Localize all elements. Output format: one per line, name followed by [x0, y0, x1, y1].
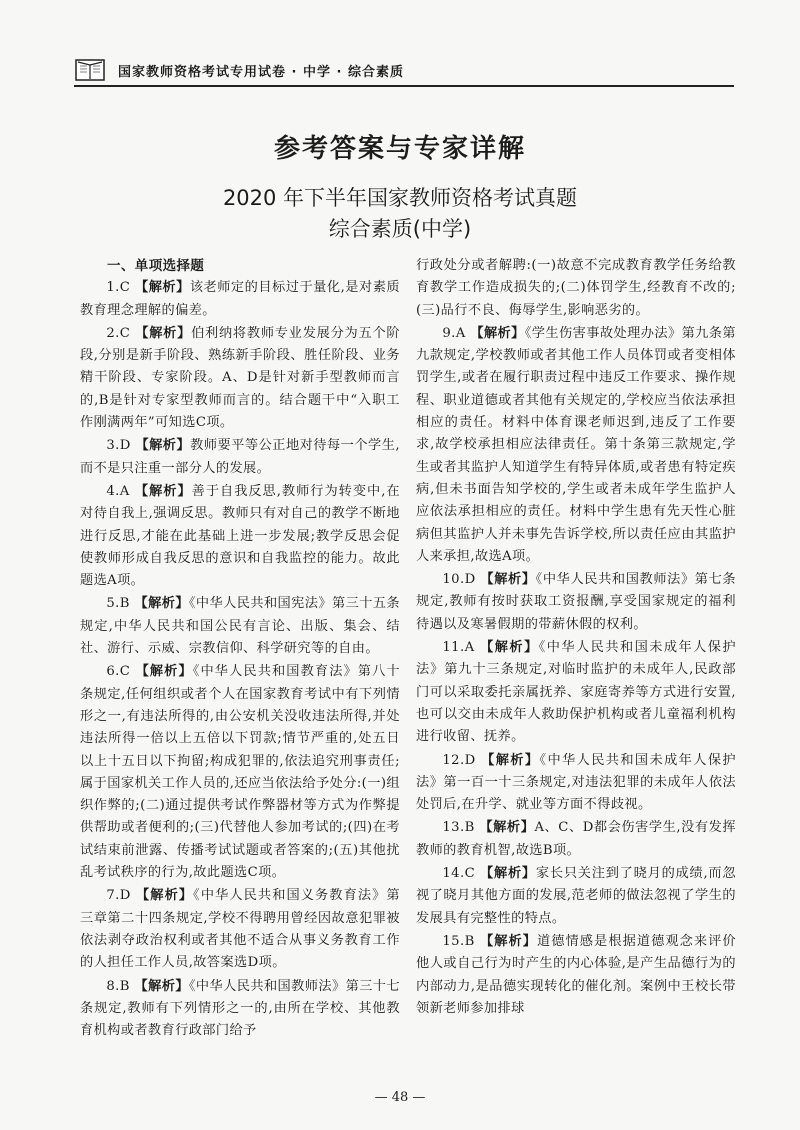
answer-number: 9.A: [442, 325, 466, 341]
answer-text: 教师要平等公正地对待每一个学生,而不是只注重一部分人的发展。: [80, 438, 400, 476]
analysis-tag: 【解析】: [481, 752, 540, 768]
answer-number: 4.A: [106, 483, 130, 499]
analysis-tag: 【解析】: [479, 933, 537, 949]
answer-number: 3.D: [106, 438, 131, 454]
section-title: 一、单项选择题: [107, 258, 205, 274]
answer-number: 5.B: [106, 596, 130, 612]
answer-item: [416, 931, 736, 1020]
answer-number: 14.C: [442, 866, 476, 882]
answer-item: [416, 637, 736, 748]
answer-item: [80, 435, 400, 480]
book-logo-icon: [74, 56, 108, 84]
answer-text: 该老师定的目标过于量化,是对素质教育理念理解的偏差。: [80, 280, 400, 318]
answer-text: 伯利纳将教师专业发展分为五个阶段,分别是新手阶段、熟练新手阶段、胜任阶段、业务精干阶段、专家阶段。A、D是针对新手型教师而言的,B是针对专家型教师而言的。结合题干中“入职工作刚满两年”可知选C项。: [80, 325, 401, 431]
analysis-tag: 【解析】: [135, 325, 192, 341]
answer-number: 10.D: [442, 572, 476, 588]
exam-title: 2020 年下半年国家教师资格考试真题: [222, 186, 578, 210]
analysis-tag: 【解析】: [480, 572, 536, 588]
answer-item: [416, 817, 736, 862]
right-column: [416, 255, 736, 1021]
answer-item: [416, 750, 736, 817]
answer-text: 《中华人民共和国未成年人保护法》第一百一十三条规定,对违法犯罪的未成年人依法处罚后,在升学、就业等方面不得歧视。: [416, 752, 737, 813]
answer-text: 《中华人民共和国教师法》第七条规定,教师有按时获取工资报酬,享受国家规定的福利待遇以及寒暑假期的带薪休假的权利。: [416, 572, 737, 632]
header-text: 国家教师资格考试专用试卷 · 中学 · 综合素质: [118, 64, 404, 80]
answer-item: [80, 323, 400, 434]
answer-number: 12.D: [442, 752, 476, 768]
answer-item: [80, 277, 400, 322]
answer-text: 善于自我反思,教师行为转变中,在对待自我上,强调反思。教师只有对自己的教学不断地进行反思,才能在此基础上进一步发展;教学反思会促使教师形成自我反思的意识和自我监控的能力。故此题选A项。: [80, 483, 400, 589]
answer-text: 《学生伤害事故处理办法》第九条第九款规定,学校教师或者其他工作人员体罚或者变相体罚学生,或者在履行职责过程中违反工作要求、操作规程、职业道德或者其他有关规定的,学校应当依法承担相应的责任。材料中体育课老师迟到,违反了工作要求,故学校承担相应法律责任。第十条第三款规定,学生或者其监护人知道学生有特异体质,或者患有特定疾病,但未书面告知学校的,学生或者未成年学生监护人应依法承担相应的责任。材料中学生患有先天性心脏病但其监护人并未事先告诉学校,所以责任应由其监护人来承担,故选A项。: [416, 325, 736, 564]
left-column: [80, 255, 400, 1043]
answer-number: 11.A: [442, 640, 475, 656]
answer-item: [80, 593, 400, 660]
answer-item: [416, 863, 736, 930]
page-number: — 48 —: [374, 1090, 426, 1105]
analysis-tag: 【解析】: [480, 640, 539, 656]
analysis-tag: 【解析】: [136, 888, 194, 904]
analysis-tag: 【解析】: [470, 325, 525, 341]
answer-item: [80, 481, 400, 592]
page-title: 参考答案与专家详解: [273, 134, 526, 164]
answer-text: 《中华人民共和国未成年人保护法》第九十三条规定,对临时监护的未成年人,民政部门可以采取委托亲属抚养、家庭寄养等方式进行安置,也可以交由未成年人救助保护机构或者儿童福利机构进行收留、抚养。: [416, 640, 737, 745]
answer-continuation: 行政处分或者解聘:(一)故意不完成教育教学任务给教育教学工作造成损失的;(二)体罚学生,经教育不改的;(三)品行不良、侮辱学生,影响恶劣的。: [416, 258, 736, 318]
answer-number: 6.C: [106, 664, 131, 680]
analysis-tag: 【解析】: [135, 438, 191, 454]
analysis-tag: 【解析】: [479, 820, 535, 836]
answer-item: [416, 323, 736, 568]
page-header: [74, 55, 734, 87]
exam-subject: 综合素质(中学): [328, 217, 472, 241]
answer-text: 家长只关注到了晓月的成绩,而忽视了晓月其他方面的发展,范老师的做法忽视了学生的发展具有完整性的特点。: [416, 866, 736, 926]
answer-number: 15.B: [442, 933, 475, 949]
answer-item: [80, 976, 400, 1043]
answer-text: 《中华人民共和国教育法》第八十条规定,任何组织或者个人在国家教育考试中有下列情形之一,有违法所得的,由公安机关没收违法所得,并处违法所得一倍以上五倍以下罚款;情节严重的,处五日以上十五日以下拘留;构成犯罪的,依法追究刑事责任;属于国家机关工作人员的,还应当依法给予处分:(一)组织作弊的;(二)通过提供考试作弊器材等方式为作弊提供帮助或者便利的;(三)代替他人参加考试的;(四)在考试结束前泄露、传播考试试题或者答案的;(五)其他扰乱考试秩序的行为,故此题选C项。: [80, 664, 401, 881]
answer-text: 《中华人民共和国教师法》第三十七条规定,教师有下列情形之一的,由所在学校、其他教育机构或者教育行政部门给予: [80, 978, 400, 1039]
answer-number: 2.C: [106, 325, 131, 341]
answer-text: A、C、D都会伤害学生,没有发挥教师的教育机智,故选B项。: [416, 820, 737, 858]
analysis-tag: 【解析】: [480, 866, 536, 882]
analysis-tag: 【解析】: [134, 280, 190, 296]
answer-number: 13.B: [442, 820, 475, 836]
answer-number: 7.D: [106, 888, 131, 904]
answer-number: 1.C: [106, 280, 131, 296]
answer-item: [80, 885, 400, 974]
analysis-tag: 【解析】: [135, 664, 193, 680]
answer-text: 《中华人民共和国义务教育法》第三章第二十四条规定,学校不得聘用曾经因故意犯罪被依法剥夺政治权利或者其他不适合从事义务教育工作的人担任工作人员,故答案选D项。: [80, 888, 400, 971]
answer-text: 《中华人民共和国宪法》第三十五条规定,中华人民共和国公民有言论、出版、集会、结社、游行、示威、宗教信仰、科学研究等的自由。: [80, 596, 400, 657]
analysis-tag: 【解析】: [134, 483, 192, 499]
answer-item: [416, 569, 736, 636]
analysis-tag: 【解析】: [134, 978, 189, 994]
answer-text: 道德情感是根据道德观念来评价他人或自己行为时产生的内心体验,是产生品德行为的内部动力,是品德实现转化的催化剂。案例中王校长带领新老师参加排球: [416, 933, 737, 1016]
analysis-tag: 【解析】: [134, 596, 189, 612]
answer-number: 8.B: [106, 978, 130, 994]
answer-item: [80, 661, 400, 884]
